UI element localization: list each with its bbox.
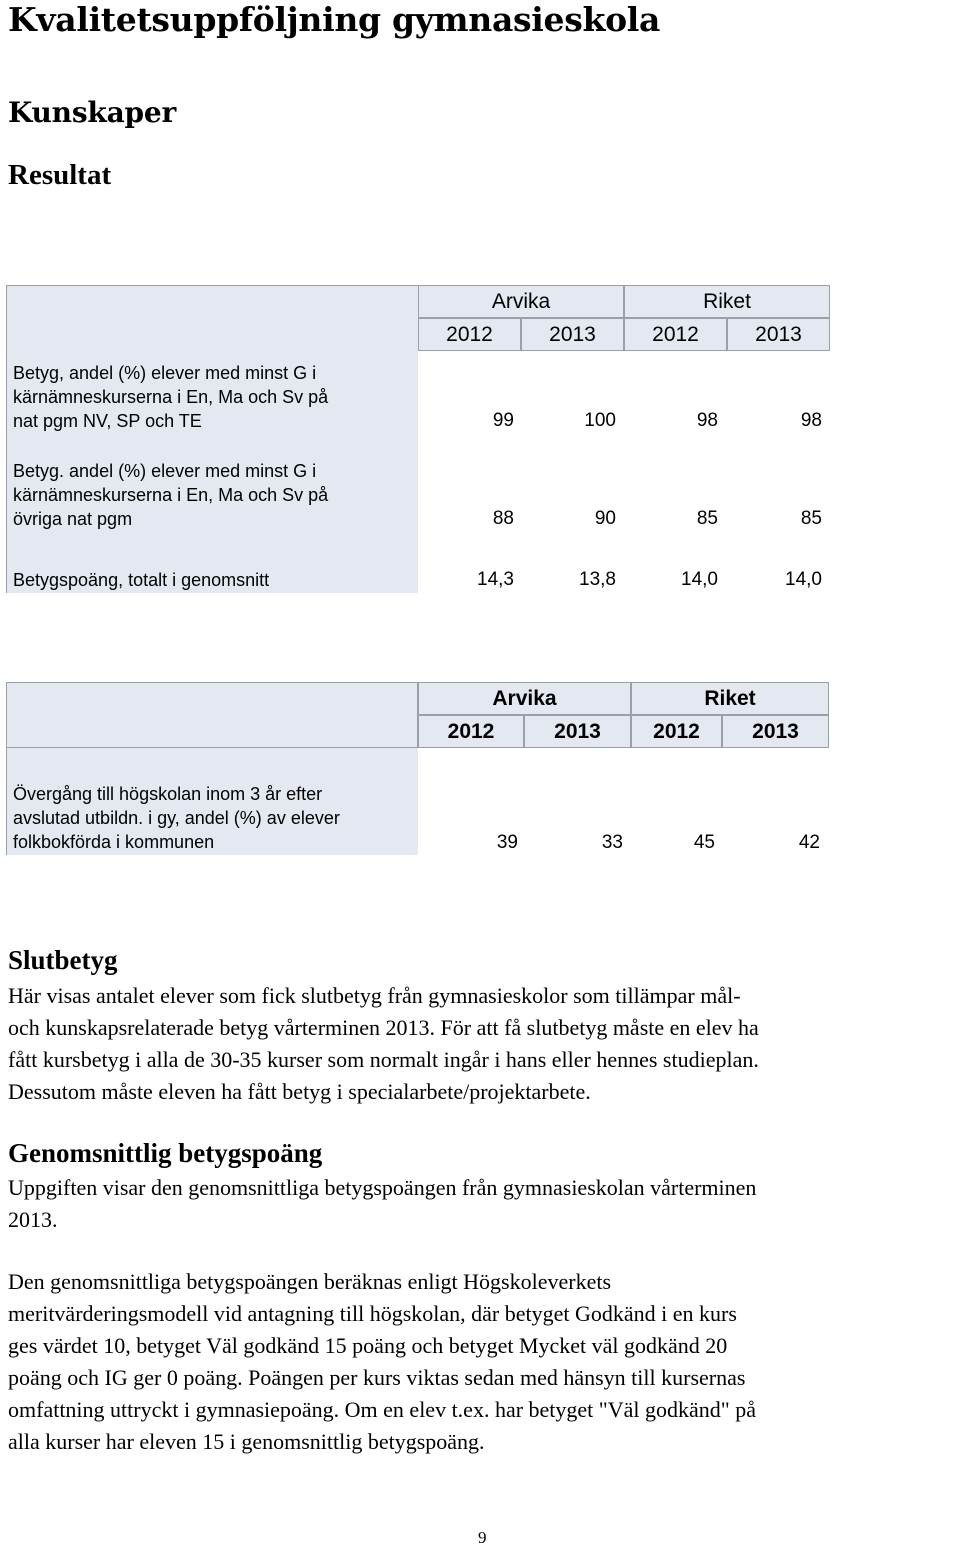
table-row-label: Betygspoäng, totalt i genomsnitt	[13, 570, 270, 590]
genomsnitt-heading: Genomsnittlig betygspoäng	[8, 1138, 323, 1168]
year-header: 2013	[521, 318, 624, 351]
table-cell: 33	[601, 832, 623, 853]
table-row-label: Övergång till högskolan inom 3 år efter avslutad utbildn. i gy, andel (%) av elever folkbokförda i kommunen	[13, 784, 340, 852]
table-cell: 13,8	[579, 569, 616, 590]
table-label-column	[6, 285, 418, 593]
table-cell: 88	[492, 508, 514, 529]
table-cell: 39	[496, 832, 518, 853]
group-header-riket: Riket	[631, 682, 829, 715]
table-cell: 85	[800, 508, 822, 529]
slutbetyg-heading: Slutbetyg	[8, 945, 118, 975]
year-header: 2012	[631, 715, 722, 748]
table-row-label: Betyg, andel (%) elever med minst G i kärnämneskurserna i En, Ma och Sv på nat pgm NV, SP och TE	[13, 363, 329, 431]
table-cell: 45	[693, 832, 715, 853]
page-number: 9	[478, 1528, 487, 1547]
table-cell: 42	[798, 832, 820, 853]
table-cell: 90	[594, 508, 616, 529]
year-header: 2012	[418, 318, 521, 351]
group-header-riket: Riket	[624, 285, 830, 318]
table-cell: 98	[800, 410, 822, 431]
table-cell: 14,0	[785, 569, 822, 590]
year-header: 2012	[418, 715, 524, 748]
year-header: 2013	[727, 318, 830, 351]
table-cell: 99	[492, 410, 514, 431]
genomsnitt-paragraph-1: Uppgiften visar den genomsnittliga betygspoängen från gymnasieskolan vårterminen 2013.	[8, 1175, 757, 1232]
table-cell: 14,0	[681, 569, 718, 590]
table-corner-cell	[6, 682, 418, 748]
table-row-label: Betyg. andel (%) elever med minst G i kärnämneskurserna i En, Ma och Sv på övriga nat pgm	[13, 461, 329, 529]
group-header-arvika: Arvika	[418, 682, 631, 715]
table-cell: 85	[696, 508, 718, 529]
page-title: Kvalitetsuppföljning gymnasieskola	[8, 0, 661, 39]
genomsnitt-paragraph-2: Den genomsnittliga betygspoängen beräknas enligt Högskoleverkets meritvärderingsmodell vid antagning till högskolan, där betyget Godkänd i en kurs ges värdet 10, betyget Väl godkänd 15 poäng och betyget Mycket väl godkänd 20 poäng och IG ger 0 poäng. Poängen per kurs viktas sedan med hänsyn till kursernas omfattning uttryckt i gymnasiepoäng. Om en elev t.ex. har betyget "Väl godkänd" på alla kurser har eleven 15 i genomsnittlig betygspoäng.	[8, 1269, 757, 1454]
year-header: 2012	[624, 318, 727, 351]
subsection-heading: Resultat	[8, 159, 112, 191]
table-cell: 14,3	[477, 569, 514, 590]
group-header-arvika: Arvika	[418, 285, 624, 318]
section-heading: Kunskaper	[8, 96, 177, 129]
table-cell: 100	[584, 410, 616, 431]
table-cell: 98	[696, 410, 718, 431]
slutbetyg-paragraph: Här visas antalet elever som fick slutbetyg från gymnasieskolor som tillämpar mål- och kunskapsrelaterade betyg vårterminen 2013. För att få slutbetyg måste en elev ha fått kursbetyg i alla de 30-35 kurser som normalt ingår i hans eller hennes studieplan. Dessutom måste eleven ha fått betyg i specialarbete/projektarbete.	[8, 983, 759, 1104]
year-header: 2013	[524, 715, 631, 748]
year-header: 2013	[722, 715, 829, 748]
